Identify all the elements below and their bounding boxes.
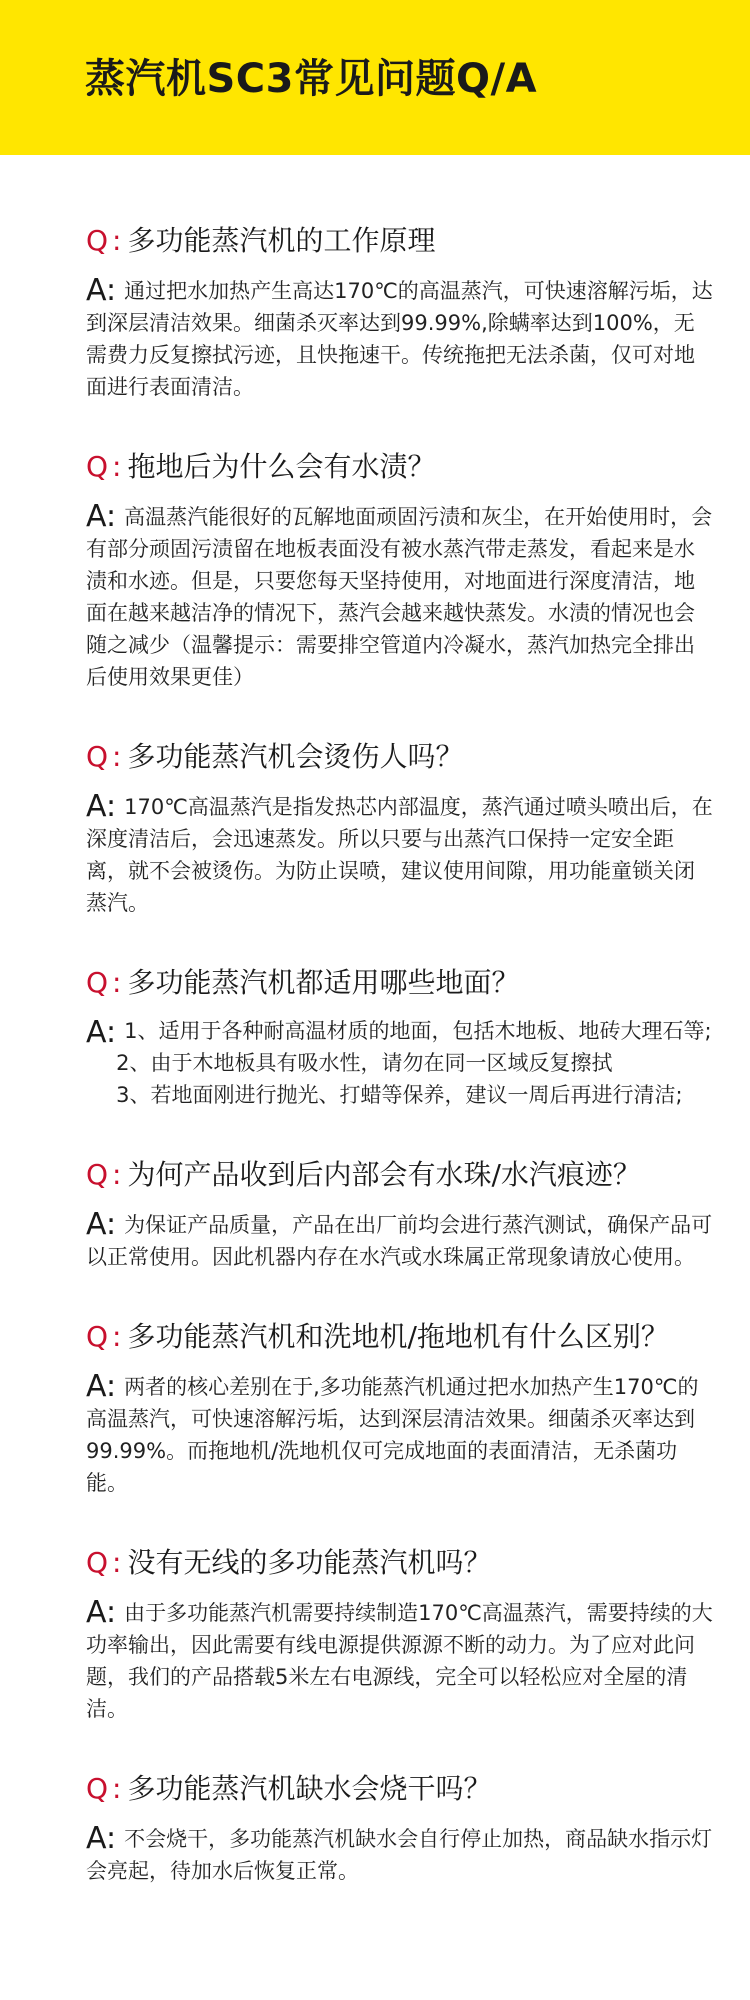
q-label: Q: [86, 1546, 109, 1579]
question-row: [86, 737, 714, 777]
a-label: A:: [86, 273, 117, 308]
list-item-text: 适用于各种耐高温材质的地面，包括木地板、地砖大理石等;: [158, 1019, 712, 1043]
question-text: 多功能蒸汽机的工作原理: [127, 224, 436, 257]
answer-text: 170℃高温蒸汽是指发热芯内部温度，蒸汽通过喷头喷出后，在深度清洁后，会迅速蒸发。所以只要与出蒸汽口保持一定安全距离，就不会被烫伤。为防止误喷，建议使用间隙，用功能童锁关闭蒸汽。: [86, 795, 713, 915]
faq-item-wireless: [86, 1543, 714, 1725]
list-item-number: 3、: [116, 1083, 151, 1107]
q-colon: :: [112, 740, 122, 773]
q-label: Q: [86, 740, 109, 773]
answer-list: [116, 1015, 712, 1111]
answer-block: [86, 1015, 714, 1111]
question-row: [86, 1543, 714, 1583]
answer-text: 高温蒸汽能很好的瓦解地面顽固污渍和灰尘，在开始使用时，会有部分顽固污渍留在地板表面没有被水蒸汽带走蒸发，看起来是水渍和水迹。但是，只要您每天坚持使用，对地面进行深度清洁，地面在越来越洁净的情况下，蒸汽会越来越快蒸发。水渍的情况也会随之减少（温馨提示：需要排空管道内冷凝水，蒸汽加热完全排出后使用效果更佳）: [86, 505, 713, 689]
list-item-text: 由于木地板具有吸水性，请勿在同一区域反复擦拭: [150, 1051, 613, 1075]
question-row: [86, 963, 714, 1003]
question-text: 多功能蒸汽机会烫伤人吗？: [127, 740, 464, 773]
q-label: Q: [86, 1772, 109, 1805]
question-text: 为何产品收到后内部会有水珠/水汽痕迹？: [127, 1158, 641, 1191]
question-row: [86, 1317, 714, 1357]
q-colon: :: [112, 966, 122, 999]
a-label: A:: [86, 1821, 117, 1856]
q-label: Q: [86, 1158, 109, 1191]
faq-item-comparison: [86, 1317, 714, 1499]
q-colon: :: [112, 1158, 122, 1191]
list-item: [116, 1047, 711, 1079]
answer-text: 两者的核心差别在于,多功能蒸汽机通过把水加热产生170℃的高温蒸汽，可快速溶解污垢，达到深层清洁效果。细菌杀灭率达到99.99%。而拖地机/洗地机仅可完成地面的表面清洁，无杀菌功能。: [86, 1375, 699, 1495]
q-colon: :: [112, 1320, 122, 1353]
question-text: 没有无线的多功能蒸汽机吗？: [127, 1546, 492, 1579]
faq-item-floor-types: [86, 963, 714, 1111]
answer-block: [86, 1595, 714, 1725]
a-label: A:: [86, 789, 117, 824]
question-row: [86, 1769, 714, 1809]
answer-block: [86, 273, 714, 403]
answer-block: [86, 499, 714, 693]
faq-item-water-droplets: [86, 1155, 714, 1273]
a-label: A:: [86, 1015, 117, 1050]
q-colon: :: [112, 1772, 122, 1805]
list-item-text: 若地面刚进行抛光、打蜡等保养，建议一周后再进行清洁;: [150, 1083, 683, 1107]
faq-list: [0, 155, 750, 1887]
answer-block: [86, 1207, 714, 1273]
question-text: 多功能蒸汽机和洗地机/拖地机有什么区别？: [127, 1320, 669, 1353]
q-label: Q: [86, 1320, 109, 1353]
q-colon: :: [112, 1546, 122, 1579]
question-row: [86, 1155, 714, 1195]
question-row: [86, 447, 714, 487]
q-label: Q: [86, 966, 109, 999]
answer-text: 由于多功能蒸汽机需要持续制造170℃高温蒸汽，需要持续的大功率输出，因此需要有线电源提供源源不断的动力。为了应对此问题，我们的产品搭载5米左右电源线，完全可以轻松应对全屋的清洁。: [86, 1601, 713, 1721]
question-text: 多功能蒸汽机缺水会烧干吗？: [127, 1772, 492, 1805]
list-item-number: 2、: [116, 1051, 151, 1075]
list-item: [116, 1079, 711, 1111]
list-item-number: 1、: [124, 1019, 159, 1043]
q-colon: :: [112, 224, 122, 257]
answer-text: 为保证产品质量，产品在出厂前均会进行蒸汽测试，确保产品可以正常使用。因此机器内存在水汽或水珠属正常现象请放心使用。: [86, 1213, 713, 1269]
answer-block: [86, 1369, 714, 1499]
answer-block: [86, 1821, 714, 1887]
a-label: A:: [86, 1369, 117, 1404]
faq-item-dry-burning: [86, 1769, 714, 1887]
faq-item-working-principle: [86, 221, 714, 403]
question-text: 拖地后为什么会有水渍？: [127, 450, 436, 483]
q-label: Q: [86, 224, 109, 257]
q-label: Q: [86, 450, 109, 483]
answer-block: [86, 789, 714, 919]
page-title: 蒸汽机SC3常见问题Q/A: [85, 55, 538, 102]
faq-item-scald-risk: [86, 737, 714, 919]
faq-item-water-stains: [86, 447, 714, 693]
a-label: A:: [86, 1207, 117, 1242]
answer-text: 通过把水加热产生高达170℃的高温蒸汽，可快速溶解污垢，达到深层清洁效果。细菌杀灭率达到99.99%,除螨率达到100%，无需费力反复擦拭污迹，且快拖速干。传统拖把无法杀菌，仅可对地面进行表面清洁。: [86, 279, 713, 399]
a-label: A:: [86, 1595, 117, 1630]
q-colon: :: [112, 450, 122, 483]
question-text: 多功能蒸汽机都适用哪些地面？: [127, 966, 520, 999]
page-header: [0, 0, 750, 155]
a-label: A:: [86, 499, 117, 534]
question-row: [86, 221, 714, 261]
answer-text: 不会烧干，多功能蒸汽机缺水会自行停止加热，商品缺水指示灯会亮起，待加水后恢复正常。: [86, 1827, 713, 1883]
list-item: [124, 1015, 711, 1047]
